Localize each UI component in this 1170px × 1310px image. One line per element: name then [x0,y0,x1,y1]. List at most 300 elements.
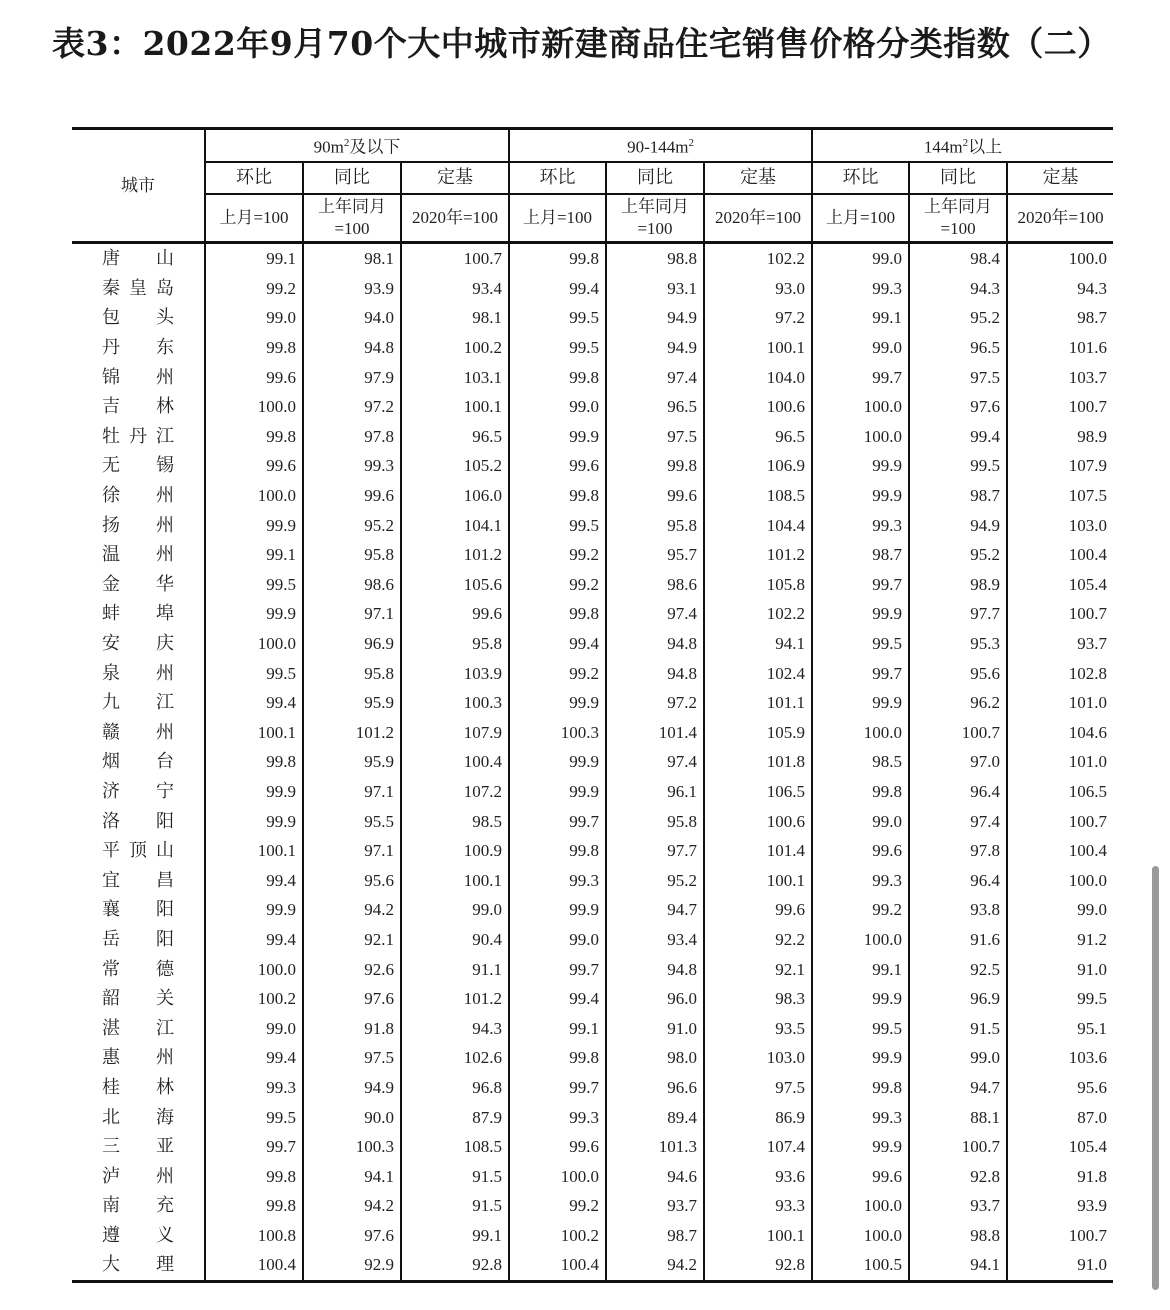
index-value: 99.9 [812,599,909,629]
index-value: 95.9 [303,747,401,777]
index-value: 93.7 [1077,634,1108,654]
index-value: 99.8 [205,747,303,777]
index-value: 99.1 [205,540,303,570]
index-value: 107.9 [1068,456,1108,476]
index-value: 100.0 [812,1191,909,1221]
index-value: 93.5 [704,1013,812,1043]
index-value: 88.1 [909,1102,1007,1132]
table-row [72,954,1113,984]
index-value: 97.2 [704,303,812,333]
index-value: 99.5 [509,510,606,540]
table-row [72,392,1113,422]
index-value: 108.5 [401,1132,509,1162]
group-suffix: 以上 [968,137,1003,157]
table-row [72,481,1113,511]
index-value: 95.5 [303,806,401,836]
index-value: 94.1 [303,1161,401,1191]
index-value: 101.4 [606,718,704,748]
index-value: 101.3 [606,1132,704,1162]
city-name: 泉州 [102,662,174,684]
city-name: 大理 [102,1254,174,1276]
index-value: 99.6 [303,481,401,511]
index-value: 100.4 [1068,545,1108,565]
city-name: 锦州 [102,366,174,388]
index-value: 99.6 [205,362,303,392]
metric-header: 同比 [909,162,1007,194]
index-value: 99.8 [205,333,303,363]
index-value: 97.5 [909,362,1007,392]
city-cell [72,303,205,333]
superscript: 2 [343,137,350,150]
index-value: 95.2 [909,540,1007,570]
city-name: 宜昌 [102,869,174,891]
base-label: 上月=100 [522,208,593,227]
city-cell [72,570,205,600]
city-cell [72,451,205,481]
city-cell [72,1161,205,1191]
index-value: 92.9 [303,1250,401,1281]
index-value: 99.4 [205,1043,303,1073]
city-name: 秦皇岛 [102,277,174,299]
index-value: 98.6 [606,570,704,600]
index-value: 99.7 [509,1073,606,1103]
table-row [72,510,1113,540]
index-value: 91.8 [303,1013,401,1043]
base-header [704,194,812,243]
index-value: 100.7 [909,1132,1007,1162]
index-value: 100.0 [812,925,909,955]
index-value: 94.3 [1077,278,1108,298]
city-name: 唐山 [102,248,174,270]
city-name: 平顶山 [102,840,174,862]
index-value: 99.6 [606,481,704,511]
price-index-table [72,127,1113,1283]
index-value: 95.8 [303,658,401,688]
index-value: 100.5 [812,1250,909,1281]
index-value: 96.5 [606,392,704,422]
index-value: 98.7 [1077,308,1108,328]
base-label: =100 [637,219,673,238]
index-value: 95.2 [303,510,401,540]
city-cell [72,481,205,511]
city-name: 九江 [102,692,174,714]
index-value: 97.1 [303,836,401,866]
index-value: 98.9 [1077,426,1108,446]
index-value: 91.8 [1077,1166,1108,1186]
index-value: 108.5 [704,481,812,511]
index-value: 105.9 [704,718,812,748]
index-value: 103.7 [1068,367,1108,387]
index-value: 99.7 [205,1132,303,1162]
index-value: 99.8 [509,362,606,392]
index-value: 98.8 [909,1221,1007,1251]
city-name: 徐州 [102,485,174,507]
index-value: 95.2 [606,865,704,895]
index-value: 99.4 [205,865,303,895]
index-value: 99.6 [509,451,606,481]
index-value: 100.0 [205,481,303,511]
index-value: 103.6 [1068,1048,1108,1068]
city-cell [72,865,205,895]
city-cell [72,1191,205,1221]
index-value: 104.0 [704,362,812,392]
index-value: 99.0 [509,392,606,422]
index-value: 94.9 [606,303,704,333]
index-value: 98.1 [303,243,401,274]
index-value: 100.4 [205,1250,303,1281]
index-value: 97.5 [606,422,704,452]
index-value: 101.2 [704,540,812,570]
index-value: 97.5 [303,1043,401,1073]
index-value: 99.3 [205,1073,303,1103]
index-value: 99.5 [812,629,909,659]
index-value: 99.9 [812,451,909,481]
city-cell [72,333,205,363]
base-label: 2020年=100 [1017,208,1104,227]
index-value: 106.9 [704,451,812,481]
index-value: 99.0 [205,1013,303,1043]
index-value: 95.6 [303,865,401,895]
index-value: 93.4 [401,274,509,304]
city-name: 三亚 [102,1136,174,1158]
index-value: 98.3 [704,984,812,1014]
index-value: 106.5 [1068,781,1108,801]
index-value: 91.6 [909,925,1007,955]
group-header-3 [812,129,1113,163]
table-row [72,984,1113,1014]
index-value: 106.0 [401,481,509,511]
index-value: 94.6 [606,1161,704,1191]
index-value: 94.1 [704,629,812,659]
index-value: 96.5 [401,422,509,452]
document-title: 表3：2022年9月70个大中城市新建商品住宅销售价格分类指数（二） [52,24,1111,63]
index-value: 101.6 [1068,338,1108,358]
index-value: 97.9 [303,362,401,392]
index-value: 99.9 [205,599,303,629]
index-value: 98.4 [909,243,1007,274]
index-value: 99.9 [812,481,909,511]
city-cell [72,925,205,955]
index-value: 96.0 [606,984,704,1014]
index-value: 96.5 [704,422,812,452]
index-value: 99.8 [812,1073,909,1103]
index-value: 99.4 [509,984,606,1014]
base-label: 2020年=100 [411,208,499,227]
index-value: 92.2 [704,925,812,955]
table-row [72,1250,1113,1281]
city-name: 洛阳 [102,810,174,832]
index-value: 100.7 [401,243,509,274]
index-value: 99.9 [812,1043,909,1073]
index-value: 95.1 [1077,1018,1108,1038]
index-value: 99.6 [205,451,303,481]
city-name: 济宁 [102,780,174,802]
table-row [72,274,1113,304]
city-name: 北海 [102,1106,174,1128]
index-value: 94.7 [909,1073,1007,1103]
index-value: 97.6 [303,1221,401,1251]
base-header [1007,194,1113,243]
index-value: 102.4 [704,658,812,688]
index-value: 98.9 [909,570,1007,600]
index-value: 92.5 [909,954,1007,984]
city-cell [72,362,205,392]
table-row [72,747,1113,777]
index-value: 103.1 [401,362,509,392]
metric-header: 定基 [704,162,812,194]
index-value: 96.5 [909,333,1007,363]
table-row [72,599,1113,629]
index-value: 99.1 [812,303,909,333]
city-cell [72,599,205,629]
table-row [72,629,1113,659]
index-value: 101.1 [704,688,812,718]
table-row [72,422,1113,452]
index-value: 99.9 [509,688,606,718]
table-row [72,1132,1113,1162]
table-row [72,333,1113,363]
index-value: 100.1 [401,392,509,422]
index-value: 91.0 [1077,1255,1108,1275]
base-label: 上年同月 [318,197,386,216]
index-value: 99.3 [509,865,606,895]
city-name: 扬州 [102,514,174,536]
index-value: 102.8 [1068,663,1108,683]
index-value: 99.7 [509,954,606,984]
index-value: 99.6 [704,895,812,925]
city-name: 安庆 [102,633,174,655]
index-value: 98.5 [401,806,509,836]
index-value: 99.5 [909,451,1007,481]
index-value: 99.0 [812,333,909,363]
index-value: 97.0 [909,747,1007,777]
index-value: 100.0 [812,1221,909,1251]
index-value: 95.7 [606,540,704,570]
base-header [205,194,303,243]
index-value: 97.7 [606,836,704,866]
index-value: 101.0 [1068,752,1108,772]
index-value: 100.7 [1068,1225,1108,1245]
city-name: 遵义 [102,1224,174,1246]
index-value: 99.2 [205,274,303,304]
index-value: 100.0 [205,954,303,984]
index-value: 107.9 [401,718,509,748]
city-cell [72,984,205,1014]
index-value: 104.4 [704,510,812,540]
base-label: =100 [334,219,370,238]
index-value: 100.6 [704,392,812,422]
city-cell [72,243,205,274]
index-value: 100.3 [401,688,509,718]
index-value: 97.2 [303,392,401,422]
index-value: 98.7 [909,481,1007,511]
index-value: 92.1 [303,925,401,955]
index-value: 99.7 [812,658,909,688]
index-value: 96.6 [606,1073,704,1103]
city-name: 赣州 [102,721,174,743]
city-cell [72,718,205,748]
metric-header: 同比 [606,162,704,194]
city-name: 襄阳 [102,899,174,921]
base-label: =100 [940,219,976,238]
index-value: 98.8 [606,243,704,274]
city-name: 吉林 [102,396,174,418]
index-value: 99.9 [812,984,909,1014]
table-row [72,806,1113,836]
index-value: 96.8 [401,1073,509,1103]
city-cell [72,1102,205,1132]
index-value: 96.2 [909,688,1007,718]
index-value: 99.8 [205,1191,303,1221]
index-value: 99.8 [606,451,704,481]
index-value: 99.0 [205,303,303,333]
index-value: 99.8 [205,422,303,452]
index-value: 96.1 [606,777,704,807]
index-value: 105.8 [704,570,812,600]
table-row [72,362,1113,392]
index-value: 93.7 [909,1191,1007,1221]
index-value: 99.1 [509,1013,606,1043]
index-value: 100.1 [401,865,509,895]
index-value: 91.5 [909,1013,1007,1043]
index-value: 96.4 [909,865,1007,895]
index-value: 99.6 [812,836,909,866]
index-value: 95.8 [303,540,401,570]
index-value: 91.1 [401,954,509,984]
index-value: 100.9 [401,836,509,866]
index-value: 99.9 [509,777,606,807]
index-value: 106.5 [704,777,812,807]
index-value: 99.1 [205,243,303,274]
index-value: 94.8 [606,954,704,984]
index-value: 97.1 [303,599,401,629]
index-value: 94.0 [303,303,401,333]
index-value: 105.4 [1068,1137,1108,1157]
metric-header: 环比 [205,162,303,194]
index-value: 99.9 [509,747,606,777]
index-value: 99.2 [812,895,909,925]
index-value: 101.2 [401,540,509,570]
index-value: 99.8 [205,1161,303,1191]
index-value: 99.5 [509,333,606,363]
index-value: 94.8 [606,658,704,688]
index-value: 99.9 [205,895,303,925]
city-cell [72,777,205,807]
index-value: 100.0 [812,718,909,748]
index-value: 99.8 [509,836,606,866]
city-name: 韶关 [102,988,174,1010]
city-name: 湛江 [102,1017,174,1039]
index-value: 93.7 [606,1191,704,1221]
index-value: 94.8 [303,333,401,363]
index-value: 99.3 [812,1102,909,1132]
index-value: 100.1 [205,836,303,866]
index-value: 99.9 [812,688,909,718]
index-value: 99.9 [205,510,303,540]
index-value: 98.6 [303,570,401,600]
index-value: 95.8 [401,629,509,659]
index-value: 94.3 [401,1013,509,1043]
table-row [72,451,1113,481]
index-value: 99.5 [812,1013,909,1043]
index-value: 97.4 [606,599,704,629]
index-value: 95.6 [1077,1077,1108,1097]
city-cell [72,392,205,422]
index-value: 104.1 [401,510,509,540]
index-value: 95.3 [909,629,1007,659]
index-value: 95.8 [606,510,704,540]
city-name: 温州 [102,544,174,566]
index-value: 107.5 [1068,486,1108,506]
index-value: 99.4 [205,925,303,955]
index-value: 101.4 [704,836,812,866]
base-label: 上年同月 [924,197,993,216]
base-header [606,194,704,243]
index-value: 99.2 [509,658,606,688]
index-value: 99.0 [812,806,909,836]
city-name: 无锡 [102,455,174,477]
table-row [72,1221,1113,1251]
index-value: 103.0 [1068,515,1108,535]
index-value: 99.2 [509,570,606,600]
index-value: 99.5 [205,1102,303,1132]
index-value: 99.8 [509,481,606,511]
index-value: 100.1 [205,718,303,748]
city-name: 牡丹江 [102,425,174,447]
city-cell [72,954,205,984]
index-value: 99.0 [812,243,909,274]
index-value: 97.2 [606,688,704,718]
table-row [72,925,1113,955]
index-value: 102.2 [704,243,812,274]
index-value: 107.4 [704,1132,812,1162]
index-value: 99.3 [812,274,909,304]
index-value: 99.9 [812,1132,909,1162]
index-value: 87.9 [401,1102,509,1132]
table-row [72,1043,1113,1073]
index-value: 99.2 [509,1191,606,1221]
index-value: 90.0 [303,1102,401,1132]
city-cell [72,658,205,688]
index-value: 96.9 [909,984,1007,1014]
city-cell [72,1073,205,1103]
index-value: 99.1 [812,954,909,984]
table-row [72,688,1113,718]
base-header [812,194,909,243]
index-value: 101.8 [704,747,812,777]
index-value: 97.4 [606,747,704,777]
table-row [72,1073,1113,1103]
index-value: 99.9 [509,422,606,452]
table-row [72,718,1113,748]
city-cell [72,540,205,570]
index-value: 99.8 [509,243,606,274]
city-cell [72,1221,205,1251]
index-value: 99.0 [1077,900,1108,920]
index-value: 99.4 [205,688,303,718]
scrollbar[interactable] [1152,866,1159,1290]
metric-header: 环比 [812,162,909,194]
city-name: 惠州 [102,1047,174,1069]
index-value: 94.3 [909,274,1007,304]
index-value: 99.5 [205,570,303,600]
city-cell [72,510,205,540]
table-row [72,540,1113,570]
index-value: 92.8 [704,1250,812,1281]
city-name: 常德 [102,958,174,980]
city-name: 岳阳 [102,928,174,950]
index-value: 99.3 [812,510,909,540]
